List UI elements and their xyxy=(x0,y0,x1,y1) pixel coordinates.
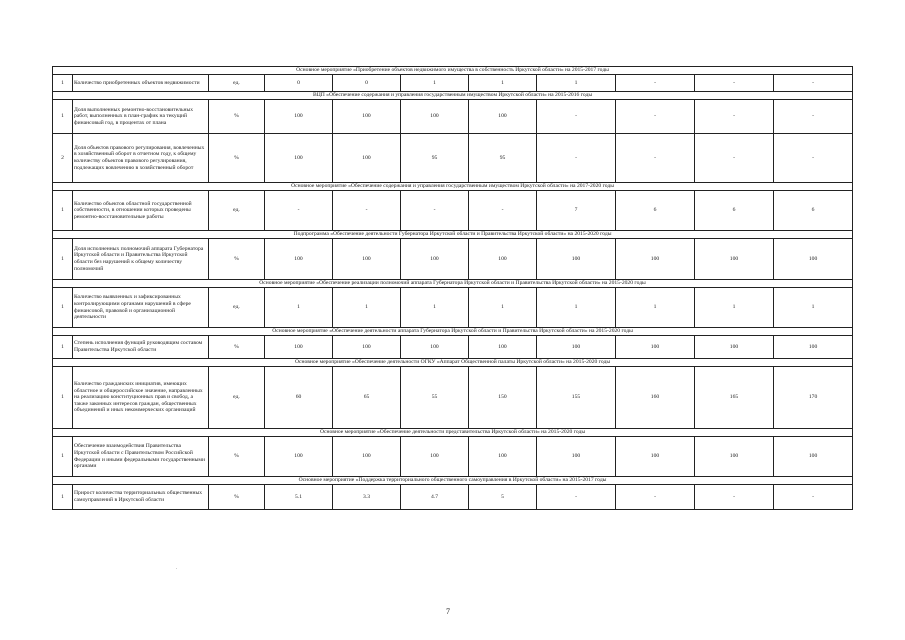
row-number: 1 xyxy=(53,100,73,134)
value-cell: 100 xyxy=(469,336,537,359)
section-header-row xyxy=(53,477,853,485)
value-cell: - xyxy=(774,134,853,183)
value-cell: 100 xyxy=(695,336,774,359)
section-title: Основное мероприятие «Обеспечение деятельности аппарата Губернатора Иркутской области и Правительства Иркутской области» на 2015-2020 годы xyxy=(53,328,853,336)
row-number: 1 xyxy=(53,485,73,510)
indicators-table xyxy=(52,66,853,510)
value-cell: 1 xyxy=(469,75,537,92)
value-cell: - xyxy=(774,75,853,92)
table-row xyxy=(53,75,853,92)
value-cell: 6 xyxy=(616,191,695,231)
value-cell: 5.1 xyxy=(265,485,333,510)
row-number: 1 xyxy=(53,75,73,92)
value-cell: 0 xyxy=(333,75,401,92)
value-cell: 3.3 xyxy=(333,485,401,510)
value-cell: - xyxy=(265,191,333,231)
row-number: 1 xyxy=(53,239,73,280)
value-cell: - xyxy=(616,134,695,183)
value-cell: 100 xyxy=(265,134,333,183)
table-row xyxy=(53,437,853,477)
unit-cell: ед. xyxy=(209,367,265,429)
indicator-name: Количество приобретенных объектов недвижимости xyxy=(73,75,209,92)
value-cell: 5 xyxy=(469,485,537,510)
section-header-row xyxy=(53,67,853,75)
table-row xyxy=(53,191,853,231)
value-cell: 1 xyxy=(695,288,774,328)
section-header-row xyxy=(53,92,853,100)
row-number: 1 xyxy=(53,336,73,359)
unit-cell: ед. xyxy=(209,75,265,92)
value-cell: 100 xyxy=(401,100,469,134)
value-cell: 100 xyxy=(265,100,333,134)
value-cell: - xyxy=(695,134,774,183)
value-cell: 1 xyxy=(401,288,469,328)
indicator-name: Доля выполненных ремонтно-восстановительных работ, выполненных в план-график на текущий финансовый год, в процентах от плана xyxy=(73,100,209,134)
value-cell: 100 xyxy=(616,239,695,280)
value-cell: - xyxy=(616,75,695,92)
value-cell: - xyxy=(774,485,853,510)
value-cell: - xyxy=(537,134,616,183)
value-cell: - xyxy=(616,100,695,134)
unit-cell: % xyxy=(209,336,265,359)
value-cell: - xyxy=(695,485,774,510)
value-cell: 160 xyxy=(616,367,695,429)
value-cell: 100 xyxy=(333,239,401,280)
value-cell: 150 xyxy=(469,367,537,429)
value-cell: 1 xyxy=(616,288,695,328)
indicator-name: Прирост количества территориальных общественных самоуправлений в Иркутской области xyxy=(73,485,209,510)
value-cell: 100 xyxy=(469,437,537,477)
row-number: 2 xyxy=(53,134,73,183)
indicator-name: Доля исполненных полномочий аппарата Губернатора Иркутской области и Правительства Иркутской области без нарушений к общему количеству полномочий xyxy=(73,239,209,280)
unit-cell: % xyxy=(209,485,265,510)
value-cell: 100 xyxy=(333,134,401,183)
unit-cell: ед. xyxy=(209,288,265,328)
value-cell: - xyxy=(537,485,616,510)
value-cell: 100 xyxy=(265,336,333,359)
table-row xyxy=(53,367,853,429)
value-cell: 100 xyxy=(695,239,774,280)
row-number: 1 xyxy=(53,367,73,429)
table-row xyxy=(53,100,853,134)
stray-mark: . xyxy=(176,566,178,571)
value-cell: 0 xyxy=(265,75,333,92)
section-header-row xyxy=(53,183,853,191)
value-cell: 6 xyxy=(774,191,853,231)
value-cell: 100 xyxy=(401,437,469,477)
value-cell: - xyxy=(695,75,774,92)
table-row xyxy=(53,239,853,280)
value-cell: - xyxy=(616,485,695,510)
table-row xyxy=(53,134,853,183)
section-title: Основное мероприятие «Обеспечение содержания и управления государственным имуществом Иркутской области» на 2017-2020 годы xyxy=(53,183,853,191)
value-cell: 95 xyxy=(469,134,537,183)
value-cell: 100 xyxy=(265,437,333,477)
value-cell: 65 xyxy=(333,367,401,429)
value-cell: 1 xyxy=(401,75,469,92)
value-cell: 100 xyxy=(774,336,853,359)
section-title: Основное мероприятие «Приобретение объектов недвижимого имущества в собственность Иркутской области» на 2015-2017 годы xyxy=(53,67,853,75)
value-cell: 1 xyxy=(469,288,537,328)
value-cell: 95 xyxy=(401,134,469,183)
indicator-name: Степень исполнения функций руководящим составом Правительства Иркутской области xyxy=(73,336,209,359)
unit-cell: ед. xyxy=(209,191,265,231)
value-cell: 100 xyxy=(537,336,616,359)
row-number: 1 xyxy=(53,191,73,231)
value-cell: 100 xyxy=(469,239,537,280)
unit-cell: % xyxy=(209,134,265,183)
value-cell: 170 xyxy=(774,367,853,429)
value-cell: 100 xyxy=(469,100,537,134)
section-header-row xyxy=(53,280,853,288)
value-cell: 100 xyxy=(537,437,616,477)
value-cell: 100 xyxy=(774,437,853,477)
indicator-name: Количество выявленных и зафиксированных контролирующими органами нарушений в сфере финансовой, правовой и организационной деятельности xyxy=(73,288,209,328)
value-cell: 100 xyxy=(265,239,333,280)
section-title: Основное мероприятие «Обеспечение реализации полномочий аппарата Губернатора Иркутской области и Правительства Иркутской области» на 2015-2020 годы xyxy=(53,280,853,288)
value-cell: 1 xyxy=(333,288,401,328)
section-header-row xyxy=(53,328,853,336)
unit-cell: % xyxy=(209,437,265,477)
section-title: Основное мероприятие «Обеспечение деятельности представительства Иркутской области» на 2015-2020 годы xyxy=(53,429,853,437)
value-cell: 165 xyxy=(695,367,774,429)
indicator-name: Обеспечение взаимодействия Правительства Иркутской области с Правительством Российской Федерации и иными федеральными государственными органами xyxy=(73,437,209,477)
indicator-name: Доля объектов правового регулирования, вовлеченных в хозяйственный оборот в отчетном году, к общему количеству объектов правового регулирования, подлежащих вовлечению в хозяйственный оборот xyxy=(73,134,209,183)
value-cell: 100 xyxy=(333,437,401,477)
value-cell: 100 xyxy=(616,336,695,359)
value-cell: 100 xyxy=(774,239,853,280)
section-title: Основное мероприятие «Обеспечение деятельности ОГКУ «Аппарат Общественной палаты Иркутской области» на 2015-2020 годы xyxy=(53,359,853,367)
page-number: 7 xyxy=(446,607,450,616)
indicator-name: Количество гражданских инициатив, имеющих областное и общероссийское значение, направленных на реализацию конституционных прав и свобод, а также законных интересов граждан, общественных объединений и иных некоммерческих организаций xyxy=(73,367,209,429)
value-cell: 100 xyxy=(401,239,469,280)
value-cell: 100 xyxy=(401,336,469,359)
value-cell: - xyxy=(537,100,616,134)
unit-cell: % xyxy=(209,239,265,280)
value-cell: 1 xyxy=(265,288,333,328)
section-title: ВЦП «Обеспечение содержания и управления государственным имуществом Иркутской области» на 2015-2016 годы xyxy=(53,92,853,100)
section-header-row xyxy=(53,429,853,437)
value-cell: 100 xyxy=(695,437,774,477)
table-row xyxy=(53,336,853,359)
table-row xyxy=(53,485,853,510)
section-title: Подпрограмма «Обеспечение деятельности Губернатора Иркутской области и Правительства Иркутской области» на 2015-2020 годы xyxy=(53,231,853,239)
value-cell: 100 xyxy=(333,100,401,134)
value-cell: 55 xyxy=(401,367,469,429)
value-cell: 155 xyxy=(537,367,616,429)
value-cell: 1 xyxy=(537,75,616,92)
unit-cell: % xyxy=(209,100,265,134)
value-cell: - xyxy=(333,191,401,231)
row-number: 1 xyxy=(53,288,73,328)
value-cell: - xyxy=(401,191,469,231)
value-cell: 100 xyxy=(537,239,616,280)
value-cell: 7 xyxy=(537,191,616,231)
table-row xyxy=(53,288,853,328)
value-cell: 4.7 xyxy=(401,485,469,510)
value-cell: 6 xyxy=(695,191,774,231)
section-title: Основное мероприятие «Поддержка территориального общественного самоуправления в Иркутской области» на 2015-2017 годы xyxy=(53,477,853,485)
value-cell: - xyxy=(695,100,774,134)
section-header-row xyxy=(53,231,853,239)
value-cell: 60 xyxy=(265,367,333,429)
value-cell: 100 xyxy=(616,437,695,477)
indicator-name: Количество объектов областной государственной собственности, в отношении которых проведены ремонтно-восстановительные работы xyxy=(73,191,209,231)
value-cell: 1 xyxy=(537,288,616,328)
value-cell: 1 xyxy=(774,288,853,328)
value-cell: - xyxy=(774,100,853,134)
row-number: 1 xyxy=(53,437,73,477)
value-cell: 100 xyxy=(333,336,401,359)
section-header-row xyxy=(53,359,853,367)
value-cell: - xyxy=(469,191,537,231)
